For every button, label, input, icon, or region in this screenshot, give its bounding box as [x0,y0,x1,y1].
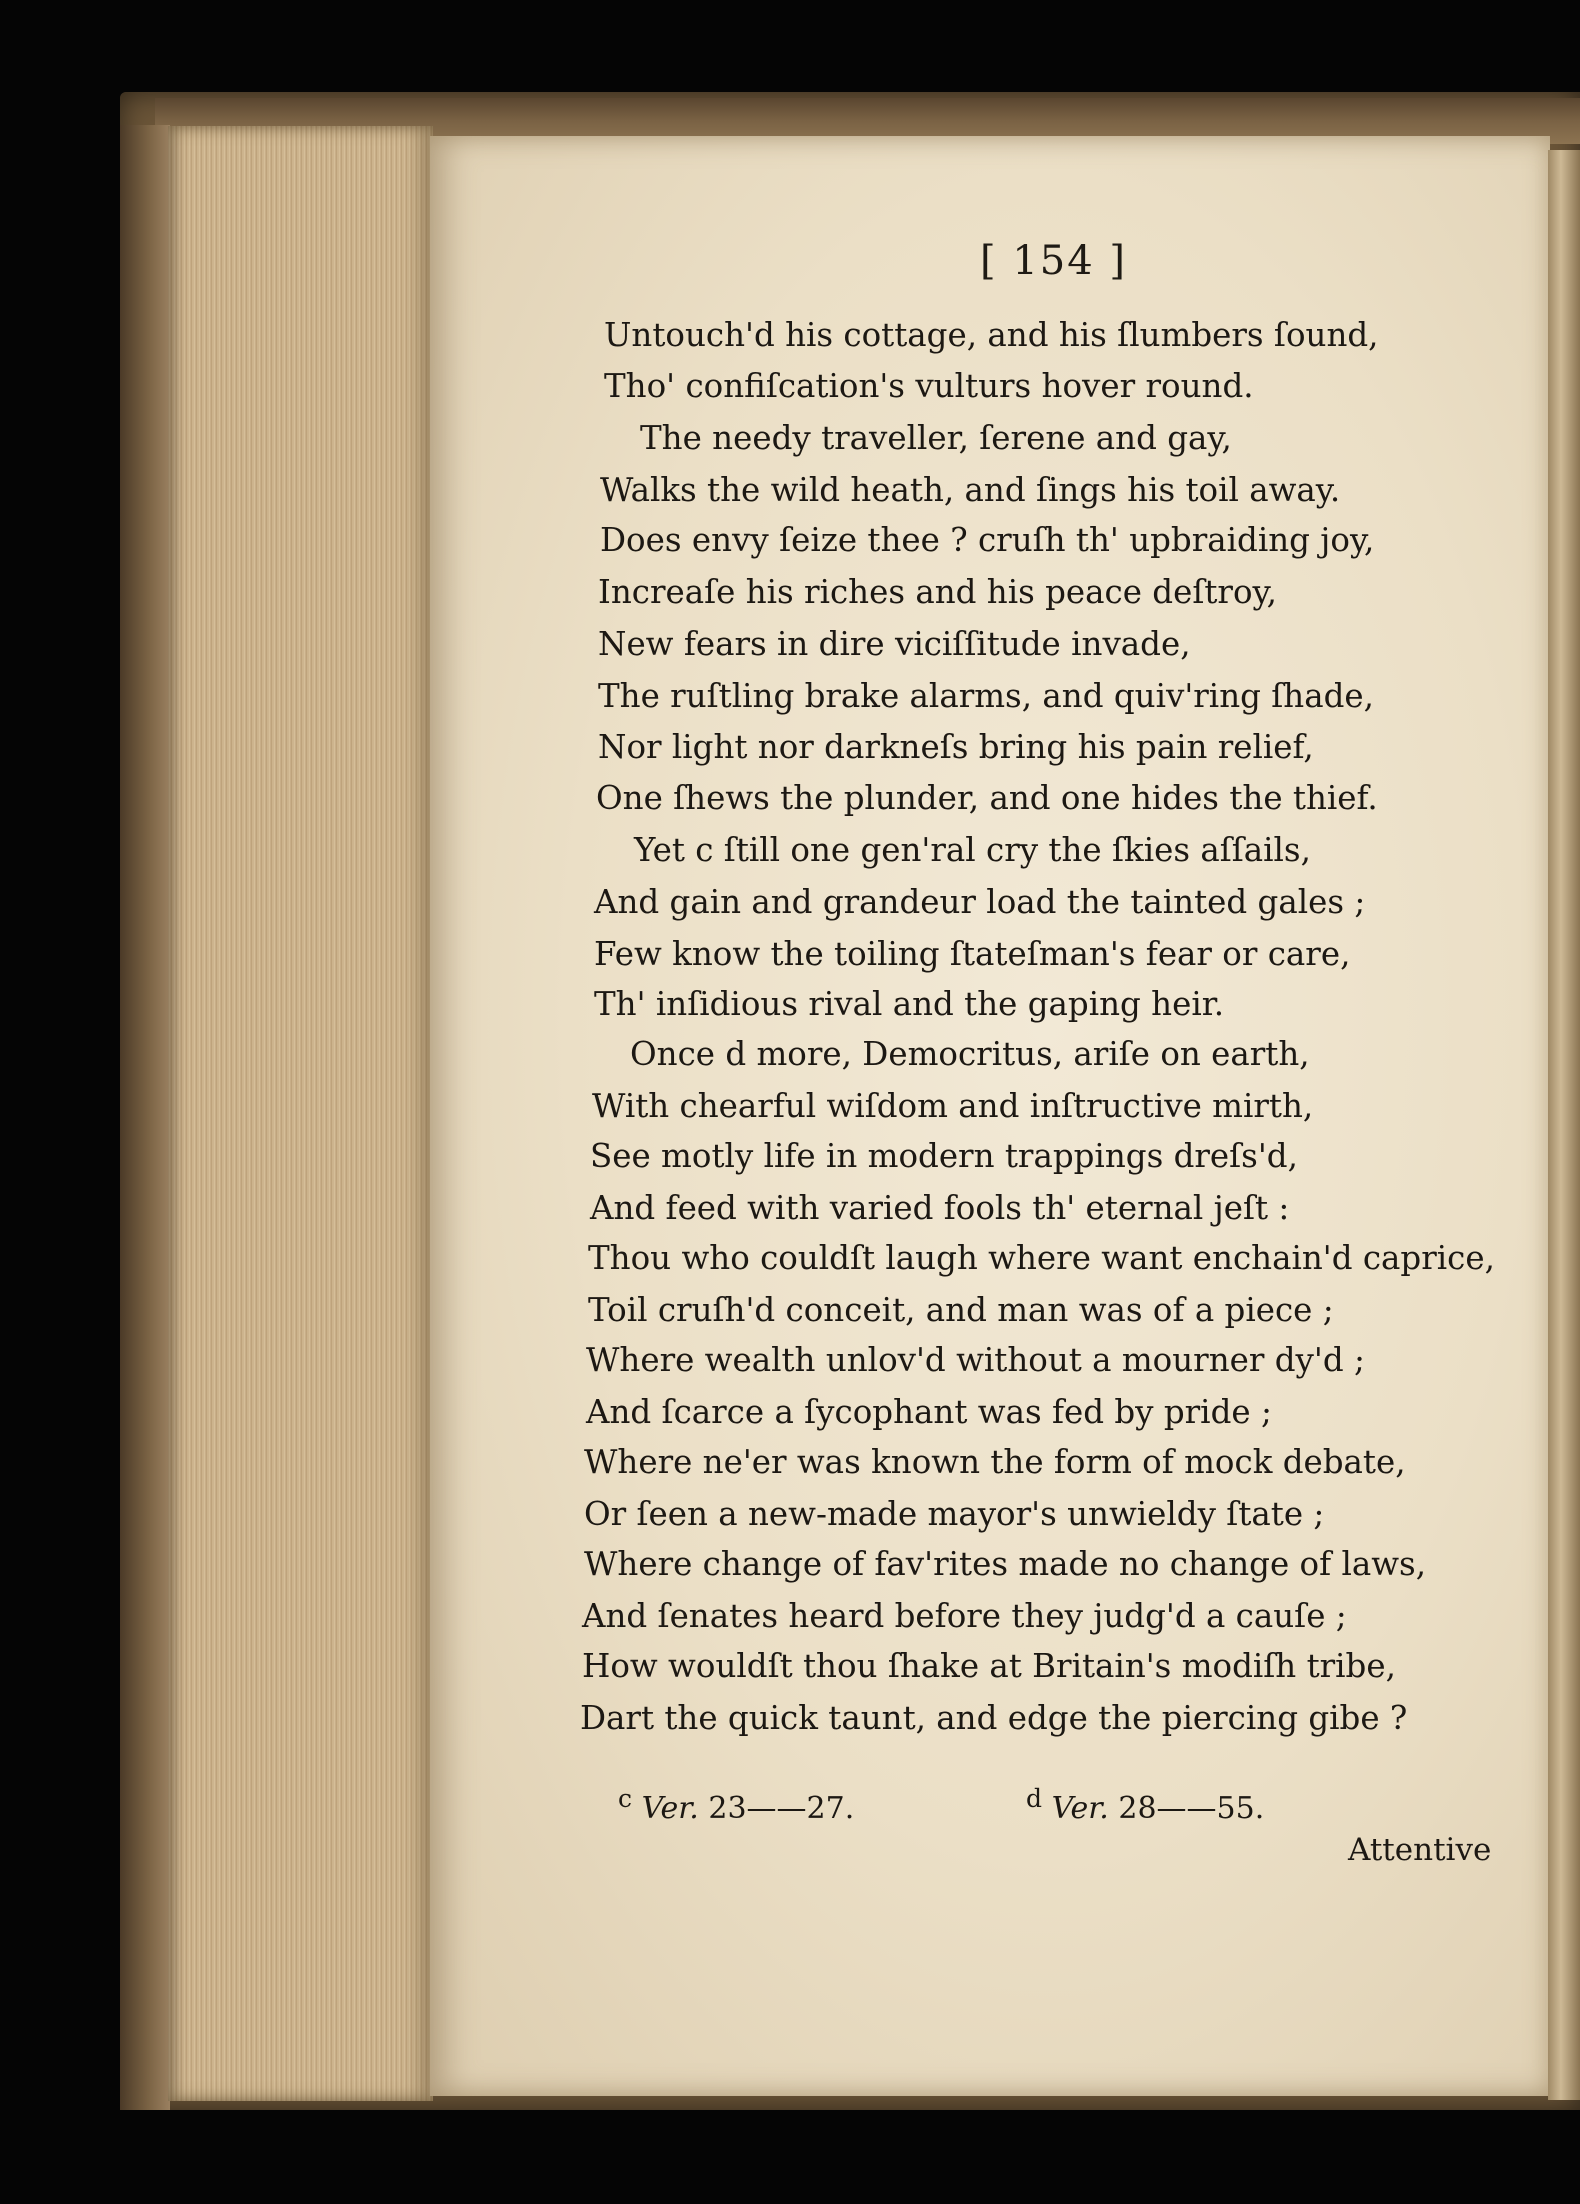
poem-line: Dart the quick taunt, and edge the piercing gibe ? [580,1699,1408,1737]
poem-line: And ſenates heard before they judg'd a cauſe ; [582,1597,1347,1635]
poem-line: One ſhews the plunder, and one hides the thief. [596,779,1378,817]
footnote-d [1026,1784,1264,1826]
poem-line: With chearful wiſdom and inſtructive mirth, [592,1087,1314,1125]
poem-line: Few know the toiling ſtateſman's fear or care, [594,935,1351,973]
poem-line: How wouldſt thou ſhake at Britain's modiſh tribe, [582,1647,1396,1685]
poem-line: Th' inſidious rival and the gaping heir. [594,985,1225,1023]
poem-line: And gain and grandeur load the tainted gales ; [594,883,1366,921]
footnote-c [618,1784,854,1826]
poem-line: Or ſeen a new-made mayor's unwieldy ſtate ; [584,1495,1325,1533]
poem-line: Where change of fav'rites made no change of laws, [584,1545,1427,1583]
poem-line: Where ne'er was known the form of mock debate, [584,1443,1406,1481]
footnote-d-mark: d [1026,1784,1043,1813]
poem-line: Walks the wild heath, and ſings his toil away. [600,471,1341,509]
poem-line: Yet c ſtill one gen'ral cry the ſkies aſſails, [634,831,1311,869]
poem-line: Increaſe his riches and his peace deſtroy, [598,573,1277,611]
footnote-c-mark: c [618,1784,633,1813]
footnote-d-ref: Ver. [1051,1791,1109,1826]
poem-line: And feed with varied fools th' eternal jeſt : [590,1189,1290,1227]
poem-line: Untouch'd his cottage, and his ſlumbers ſound, [604,316,1379,354]
poem-line: Nor light nor darkneſs bring his pain relief, [598,728,1314,766]
footnote-d-range: 28——55. [1118,1791,1265,1826]
poem-line: Where wealth unlov'd without a mourner dy'd ; [586,1341,1365,1379]
poem-line: Tho' confiſcation's vulturs hover round. [604,367,1254,405]
poem-line: Once d more, Democritus, ariſe on earth, [630,1035,1310,1073]
poem-line: The ruſtling brake alarms, and quiv'ring ſhade, [598,677,1374,715]
footnote-c-range: 23——27. [708,1791,855,1826]
poem-line: See motly life in modern trappings dreſs'd, [590,1137,1298,1175]
footnote-c-ref: Ver. [641,1791,699,1826]
poem-line: Does envy ſeize thee ? cruſh th' upbraiding joy, [600,521,1375,559]
poem-line: And ſcarce a ſycophant was fed by pride ; [586,1393,1272,1431]
poem-line: Toil cruſh'd conceit, and man was of a piece ; [588,1291,1334,1329]
poem-line: The needy traveller, ſerene and gay, [640,419,1232,457]
catchword: Attentive [1348,1832,1492,1868]
poem-line: New fears in dire viciſſitude invade, [598,625,1191,663]
page-number-header: [ 154 ] [980,238,1127,284]
poem-line: Thou who couldſt laugh where want enchain'd caprice, [588,1239,1495,1277]
